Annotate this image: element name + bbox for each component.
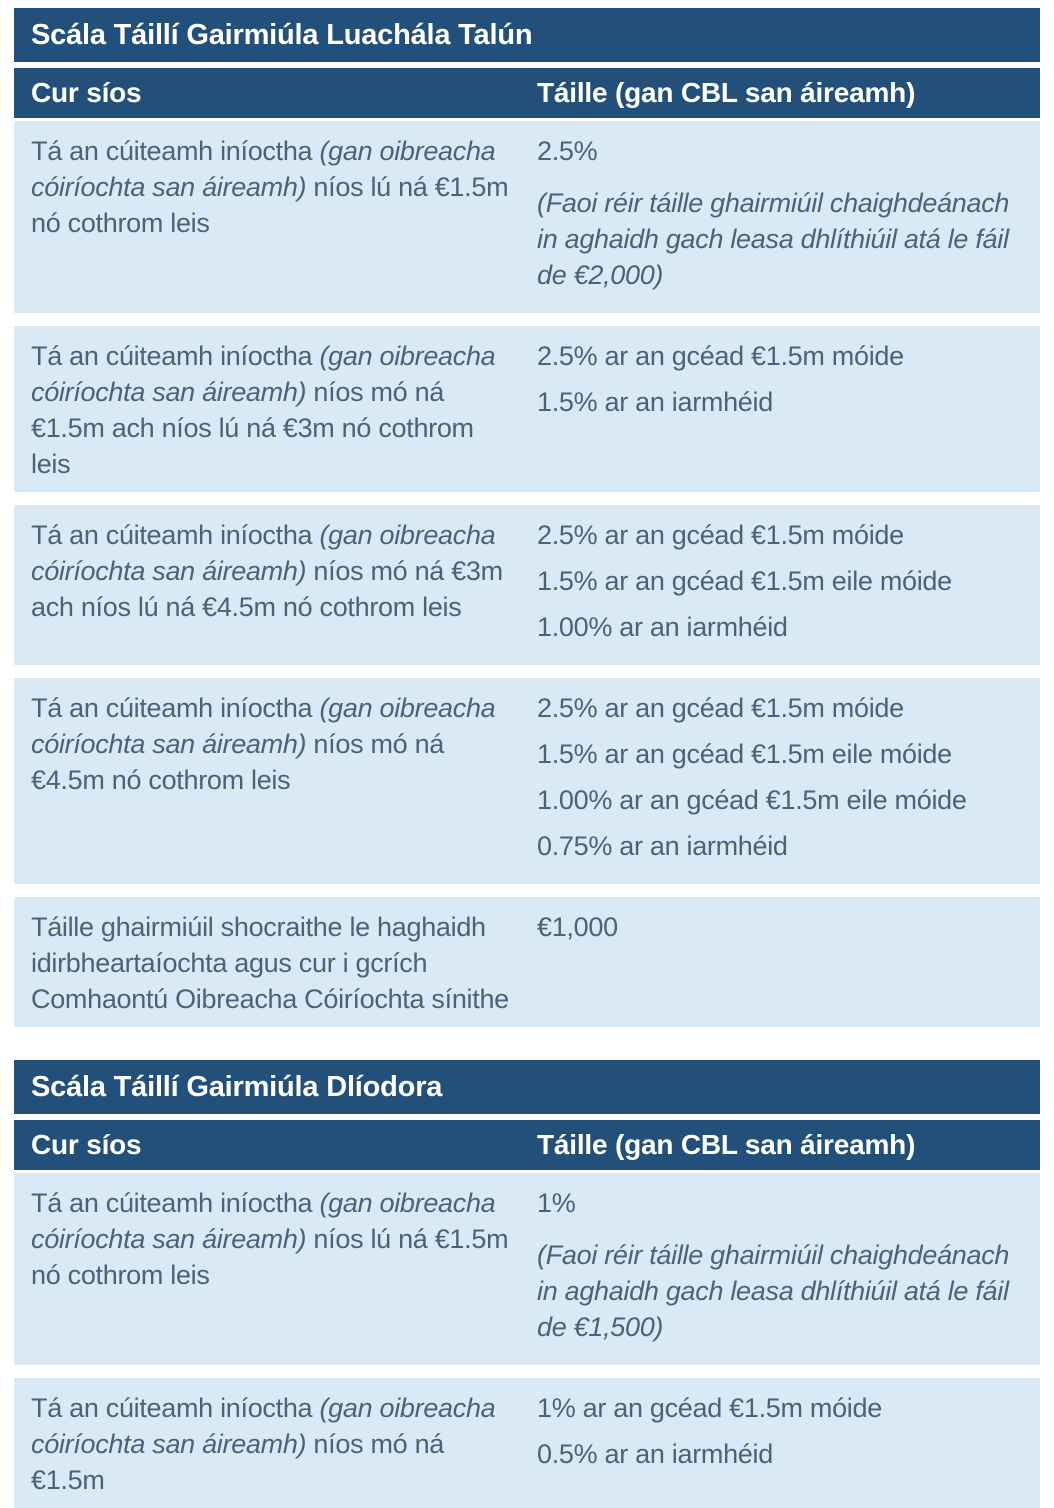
table-title-bar — [14, 1060, 1040, 1114]
fee-line: 1.00% ar an iarmhéid — [537, 612, 788, 642]
description-italic: (gan oibreacha cóiríochta san áireamh) — [31, 136, 496, 202]
description-italic: (gan oibreacha cóiríochta san áireamh) — [31, 1393, 496, 1459]
fee-line: €1,000 — [537, 912, 618, 942]
table-title: Scála Táillí Gairmiúla Luachála Talún — [31, 18, 533, 51]
fee-table-land-valuation — [14, 8, 1040, 1027]
fee-line: 1% ar an gcéad €1.5m móide — [537, 1393, 882, 1423]
column-header-fee: Táille (gan CBL san áireamh) — [537, 1129, 916, 1160]
table-row — [14, 505, 1040, 665]
fee-line: 2.5% — [537, 136, 598, 166]
fee-line: 1% — [537, 1188, 576, 1218]
description-italic: (gan oibreacha cóiríochta san áireamh) — [31, 693, 496, 759]
fee-line: 0.5% ar an iarmhéid — [537, 1439, 773, 1469]
table-row — [14, 897, 1040, 1027]
description-suffix: níos mó ná €1.5m — [31, 1429, 445, 1495]
table-row — [14, 326, 1040, 492]
description-italic: (gan oibreacha cóiríochta san áireamh) — [31, 341, 496, 407]
fee-cell — [537, 690, 1040, 874]
table-row — [14, 121, 1040, 313]
description-suffix: níos lú ná €1.5m nó cothrom leis — [31, 1224, 509, 1290]
description-cell — [14, 133, 537, 303]
description-text: Táille ghairmiúil shocraithe le haghaidh idirbheartaíochta agus cur i gcrích Comhaontú Oibreacha Cóiríochta sínithe — [31, 912, 509, 1014]
fee-line: 2.5% ar an gcéad €1.5m móide — [537, 520, 904, 550]
fee-line: 0.75% ar an iarmhéid — [537, 831, 788, 861]
fee-cell — [537, 1185, 1040, 1355]
fee-note: (Faoi réir táille ghairmiúil chaighdeánach in aghaidh gach leasa dhlíthiúil atá le fáil de €2,000) — [537, 188, 1010, 290]
description-text: Tá an cúiteamh iníoctha — [31, 1393, 320, 1423]
fee-line: 1.5% ar an gcéad €1.5m eile móide — [537, 739, 952, 769]
description-cell — [14, 338, 537, 482]
description-cell — [14, 909, 537, 1017]
fee-table-solicitor — [14, 1060, 1040, 1508]
description-text: Tá an cúiteamh iníoctha — [31, 341, 320, 371]
description-cell — [14, 690, 537, 874]
fee-line: 1.5% ar an iarmhéid — [537, 387, 773, 417]
fee-line: 1.00% ar an gcéad €1.5m eile móide — [537, 785, 967, 815]
description-cell — [14, 1185, 537, 1355]
fee-note: (Faoi réir táille ghairmiúil chaighdeánach in aghaidh gach leasa dhlíthiúil atá le fáil de €1,500) — [537, 1240, 1010, 1342]
description-cell — [14, 517, 537, 655]
description-text: Tá an cúiteamh iníoctha — [31, 520, 320, 550]
description-suffix: níos mó ná €4.5m nó cothrom leis — [31, 729, 445, 795]
column-header-row — [14, 68, 1040, 118]
description-italic: (gan oibreacha cóiríochta san áireamh) — [31, 1188, 496, 1254]
description-cell — [14, 1390, 537, 1498]
fee-cell — [537, 133, 1040, 303]
description-text: Tá an cúiteamh iníoctha — [31, 1188, 320, 1218]
fee-cell — [537, 1390, 1040, 1498]
column-header-fee: Táille (gan CBL san áireamh) — [537, 77, 916, 108]
table-title-bar — [14, 8, 1040, 62]
table-row — [14, 678, 1040, 884]
description-suffix: níos mó ná €3m ach níos lú ná €4.5m nó cothrom leis — [31, 556, 503, 622]
fee-line: 2.5% ar an gcéad €1.5m móide — [537, 341, 904, 371]
description-text: Tá an cúiteamh iníoctha — [31, 693, 320, 723]
column-header-row — [14, 1120, 1040, 1170]
fee-line: 2.5% ar an gcéad €1.5m móide — [537, 693, 904, 723]
column-header-description: Cur síos — [31, 1129, 142, 1160]
table-row — [14, 1173, 1040, 1365]
description-italic: (gan oibreacha cóiríochta san áireamh) — [31, 520, 496, 586]
fee-cell — [537, 909, 1040, 1017]
table-row — [14, 1378, 1040, 1508]
fee-line: 1.5% ar an gcéad €1.5m eile móide — [537, 566, 952, 596]
description-text: Tá an cúiteamh iníoctha — [31, 136, 320, 166]
table-title: Scála Táillí Gairmiúla Dlíodora — [31, 1070, 443, 1103]
column-header-description: Cur síos — [31, 77, 142, 108]
fee-cell — [537, 517, 1040, 655]
description-suffix: níos lú ná €1.5m nó cothrom leis — [31, 172, 509, 238]
description-suffix: níos mó ná €1.5m ach níos lú ná €3m nó cothrom leis — [31, 377, 474, 479]
fee-cell — [537, 338, 1040, 482]
